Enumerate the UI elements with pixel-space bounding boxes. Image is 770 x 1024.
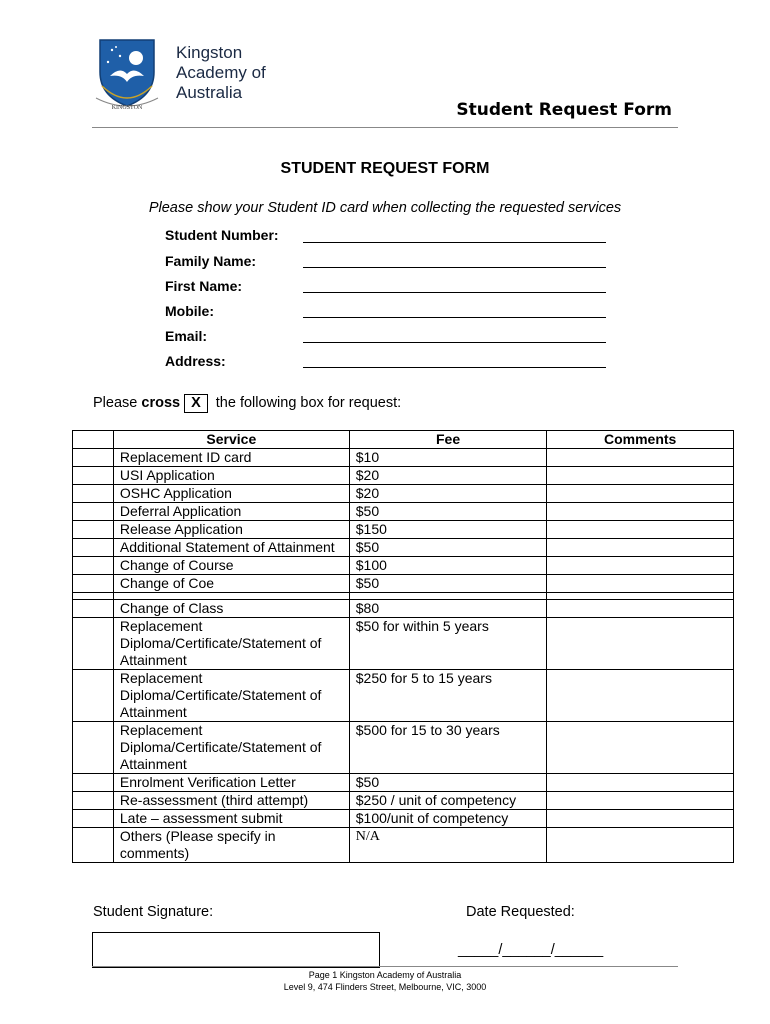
service-cell: Additional Statement of Attainment [113, 539, 349, 557]
student-number-label: Student Number: [165, 227, 279, 243]
comments-cell[interactable] [547, 828, 734, 863]
email-field[interactable] [303, 342, 606, 343]
comments-cell[interactable] [547, 810, 734, 828]
table-row [73, 722, 734, 774]
fee-cell: $50 [349, 575, 547, 593]
service-cell: Deferral Application [113, 503, 349, 521]
family-name-label: Family Name: [165, 253, 257, 269]
header-form-title: Student Request Form [456, 100, 672, 120]
request-checkbox[interactable] [73, 521, 114, 539]
fee-cell: $10 [349, 449, 547, 467]
fee-cell: $250 for 5 to 15 years [349, 670, 547, 722]
request-checkbox[interactable] [73, 618, 114, 670]
org-name-line-1: Kingston [176, 43, 243, 62]
fee-column-header: Fee [349, 431, 547, 449]
request-checkbox[interactable] [73, 467, 114, 485]
fee-cell: $50 [349, 539, 547, 557]
table-row [73, 828, 734, 863]
request-checkbox[interactable] [73, 485, 114, 503]
service-cell: Change of Coe [113, 575, 349, 593]
fee-cell: $100/unit of competency [349, 810, 547, 828]
mobile-field[interactable] [303, 317, 606, 318]
request-checkbox[interactable] [73, 600, 114, 618]
request-checkbox[interactable] [73, 792, 114, 810]
footer-divider [92, 966, 678, 967]
first-name-field[interactable] [303, 292, 606, 293]
table-row [73, 600, 734, 618]
table-row [73, 810, 734, 828]
mobile-label: Mobile: [165, 303, 214, 319]
request-table [72, 430, 734, 863]
service-cell: Replacement Diploma/Certificate/Statement of Attainment [113, 670, 349, 722]
address-field[interactable] [303, 367, 606, 368]
table-row [73, 467, 734, 485]
fee-cell: N/A [349, 828, 547, 863]
signature-box[interactable] [92, 932, 380, 968]
crest-logo [92, 36, 162, 112]
comments-cell[interactable] [547, 774, 734, 792]
cross-instruction-before: Please [93, 395, 142, 411]
request-checkbox[interactable] [73, 670, 114, 722]
service-cell: Enrolment Verification Letter [113, 774, 349, 792]
org-name-line-3: Australia [176, 83, 243, 102]
footer-address: Level 9, 474 Flinders Street, Melbourne, VIC, 3000 [283, 982, 487, 992]
spacer-cell [349, 593, 547, 600]
spacer-cell [547, 593, 734, 600]
table-row [73, 557, 734, 575]
service-cell: Change of Class [113, 600, 349, 618]
request-checkbox[interactable] [73, 774, 114, 792]
table-row [73, 503, 734, 521]
comments-cell[interactable] [547, 521, 734, 539]
table-row [73, 792, 734, 810]
table-spacer-row [73, 593, 734, 600]
cross-instruction-bold: cross [141, 395, 181, 411]
service-column-header: Service [113, 431, 349, 449]
fee-cell: $20 [349, 485, 547, 503]
fee-cell: $50 [349, 503, 547, 521]
fee-cell: $20 [349, 467, 547, 485]
service-cell: Others (Please specify in comments) [113, 828, 349, 863]
cross-instruction [93, 394, 401, 413]
example-cross-box: X [184, 394, 208, 413]
table-row [73, 521, 734, 539]
signature-label: Student Signature: [93, 904, 214, 920]
comments-cell[interactable] [547, 575, 734, 593]
service-cell: Replacement Diploma/Certificate/Statement of Attainment [113, 618, 349, 670]
comments-cell[interactable] [547, 600, 734, 618]
first-name-label: First Name: [165, 278, 243, 294]
spacer-cell [113, 593, 349, 600]
table-row [73, 774, 734, 792]
org-name-line-2: Academy of [176, 63, 266, 82]
fee-cell: $50 for within 5 years [349, 618, 547, 670]
request-checkbox[interactable] [73, 449, 114, 467]
request-checkbox[interactable] [73, 557, 114, 575]
fee-cell: $100 [349, 557, 547, 575]
comments-column-header: Comments [547, 431, 734, 449]
comments-cell[interactable] [547, 618, 734, 670]
table-row [73, 618, 734, 670]
fee-cell: $50 [349, 774, 547, 792]
email-label: Email: [165, 328, 208, 344]
service-cell: Change of Course [113, 557, 349, 575]
service-cell: Re-assessment (third attempt) [113, 792, 349, 810]
table-row [73, 485, 734, 503]
fee-cell: $250 / unit of competency [349, 792, 547, 810]
date-requested-label: Date Requested: [466, 904, 575, 920]
comments-cell[interactable] [547, 485, 734, 503]
request-checkbox[interactable] [73, 828, 114, 863]
service-cell: Release Application [113, 521, 349, 539]
request-checkbox[interactable] [73, 722, 114, 774]
svg-text:KINGSTON: KINGSTON [111, 105, 143, 111]
comments-cell[interactable] [547, 792, 734, 810]
service-cell: Replacement Diploma/Certificate/Statement of Attainment [113, 722, 349, 774]
table-row [73, 539, 734, 557]
request-checkbox[interactable] [73, 539, 114, 557]
service-cell: OSHC Application [113, 485, 349, 503]
request-checkbox[interactable] [73, 810, 114, 828]
fee-cell: $150 [349, 521, 547, 539]
page-title: STUDENT REQUEST FORM [280, 160, 490, 177]
comments-cell[interactable] [547, 539, 734, 557]
request-checkbox[interactable] [73, 575, 114, 593]
service-cell: Replacement ID card [113, 449, 349, 467]
address-label: Address: [165, 353, 226, 369]
cross-instruction-after: the following box for request: [211, 395, 402, 411]
comments-cell[interactable] [547, 722, 734, 774]
request-checkbox[interactable] [73, 503, 114, 521]
table-row [73, 575, 734, 593]
comments-cell[interactable] [547, 557, 734, 575]
table-row [73, 670, 734, 722]
date-requested-field[interactable]: _____/______/______ [458, 942, 604, 958]
id-card-note: Please show your Student ID card when collecting the requested services [148, 200, 622, 216]
family-name-field[interactable] [303, 267, 606, 268]
comments-cell[interactable] [547, 449, 734, 467]
comments-cell[interactable] [547, 467, 734, 485]
footer-page-line: Page 1 Kingston Academy of Australia [308, 970, 462, 980]
service-cell: Late – assessment submit [113, 810, 349, 828]
spacer-cell [73, 593, 114, 600]
fee-cell: $500 for 15 to 30 years [349, 722, 547, 774]
header-divider [92, 127, 678, 128]
fee-cell: $80 [349, 600, 547, 618]
comments-cell[interactable] [547, 670, 734, 722]
select-column-header [73, 431, 114, 449]
comments-cell[interactable] [547, 503, 734, 521]
service-cell: USI Application [113, 467, 349, 485]
table-header-row [73, 431, 734, 449]
student-number-field[interactable] [303, 242, 606, 243]
table-row [73, 449, 734, 467]
